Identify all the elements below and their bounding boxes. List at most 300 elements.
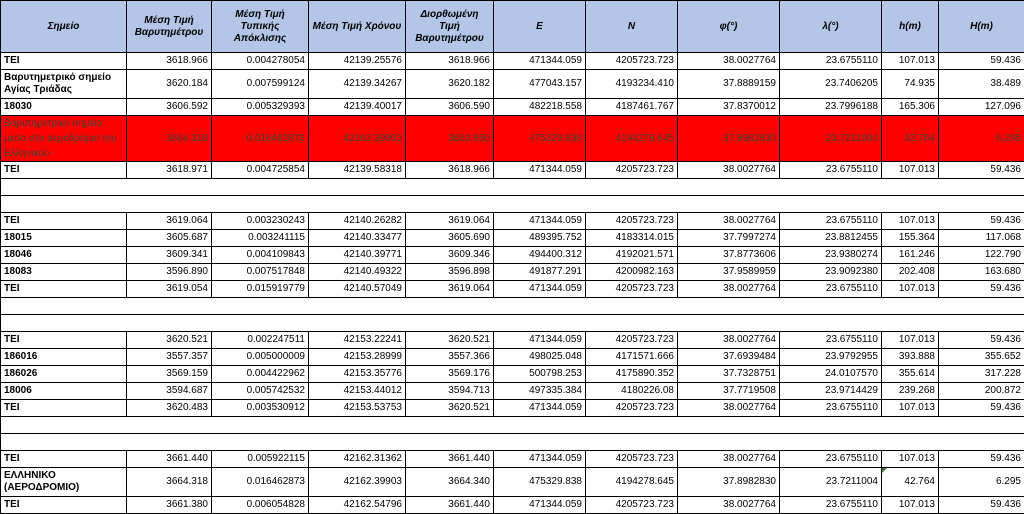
h-cell[interactable]: 393.888 <box>882 349 939 366</box>
corr-baro-cell[interactable]: 3620.521 <box>406 400 494 417</box>
empty-cell[interactable] <box>127 434 212 451</box>
mean-baro-cell[interactable]: 3557.357 <box>127 349 212 366</box>
empty-cell[interactable] <box>309 417 406 434</box>
mean-baro-cell[interactable]: 3594.687 <box>127 383 212 400</box>
mean-baro-cell[interactable]: 3620.521 <box>127 332 212 349</box>
spacer-row <box>1 434 1024 451</box>
mean-time-cell[interactable]: 42139.25576 <box>309 53 406 70</box>
lambda-cell[interactable]: 23.6755110 <box>780 400 882 417</box>
corr-baro-cell[interactable]: 3620.521 <box>406 332 494 349</box>
e-cell[interactable]: 491877.291 <box>494 264 586 281</box>
empty-cell[interactable] <box>780 298 882 315</box>
H-cell[interactable]: 59.436 <box>939 400 1024 417</box>
phi-cell[interactable]: 37.8982830 <box>678 468 780 497</box>
phi-cell[interactable]: 37.8889159 <box>678 70 780 99</box>
n-cell[interactable]: 4205723.723 <box>586 213 678 230</box>
mean-time-cell[interactable]: 42153.53753 <box>309 400 406 417</box>
mean-baro-cell[interactable]: 3569.159 <box>127 366 212 383</box>
corr-baro-cell[interactable]: 3606.590 <box>406 99 494 116</box>
point-cell[interactable]: Βαρυτημετρικό σημείο Αγίας Τριάδας <box>1 70 127 99</box>
mean-time-cell[interactable]: 42140.26282 <box>309 213 406 230</box>
mean-std-cell[interactable]: 0.004109843 <box>212 247 309 264</box>
n-cell[interactable]: 4192021.571 <box>586 247 678 264</box>
H-cell[interactable]: 117.068 <box>939 230 1024 247</box>
empty-cell[interactable] <box>127 196 212 213</box>
table-row <box>1 400 1024 417</box>
phi-cell[interactable]: 37.8773606 <box>678 247 780 264</box>
table-row <box>1 468 1024 497</box>
lambda-cell[interactable]: 23.7996188 <box>780 99 882 116</box>
header-point[interactable]: Σημείο <box>1 1 127 53</box>
header-mean-time[interactable]: Μέση Τιμή Χρόνου <box>309 1 406 53</box>
lambda-cell[interactable]: 23.7211004 <box>780 468 882 497</box>
empty-cell[interactable] <box>939 417 1024 434</box>
point-cell[interactable]: Βαρυτημετρικό σημείο μέσα στο αεροδρόμιο του Ελληνικού <box>1 116 127 162</box>
phi-cell[interactable]: 38.0027764 <box>678 162 780 179</box>
empty-cell[interactable] <box>678 179 780 196</box>
mean-baro-cell[interactable]: 3664.318 <box>127 468 212 497</box>
empty-cell[interactable] <box>212 179 309 196</box>
empty-cell[interactable] <box>586 417 678 434</box>
point-cell[interactable]: TEI <box>1 332 127 349</box>
H-cell[interactable]: 59.436 <box>939 332 1024 349</box>
H-cell[interactable]: 59.436 <box>939 213 1024 230</box>
n-cell[interactable]: 4205723.723 <box>586 451 678 468</box>
mean-baro-cell[interactable]: 3606.592 <box>127 99 212 116</box>
point-cell[interactable]: TEI <box>1 497 127 514</box>
mean-time-cell[interactable]: 42140.49322 <box>309 264 406 281</box>
table-row <box>1 366 1024 383</box>
header-e[interactable]: E <box>494 1 586 53</box>
H-cell[interactable]: 59.436 <box>939 451 1024 468</box>
empty-cell[interactable] <box>212 417 309 434</box>
mean-baro-cell[interactable]: 3618.966 <box>127 53 212 70</box>
h-cell[interactable]: 165.306 <box>882 99 939 116</box>
e-cell[interactable]: 500798.253 <box>494 366 586 383</box>
h-cell[interactable]: 239.268 <box>882 383 939 400</box>
mean-std-cell[interactable]: 0.004422962 <box>212 366 309 383</box>
mean-time-cell[interactable]: 42139.34267 <box>309 70 406 99</box>
mean-time-cell[interactable]: 42140.39771 <box>309 247 406 264</box>
phi-cell[interactable]: 38.0027764 <box>678 451 780 468</box>
mean-std-cell[interactable]: 0.016462873 <box>212 116 309 162</box>
e-cell[interactable]: 471344.059 <box>494 400 586 417</box>
phi-cell[interactable]: 38.0027764 <box>678 400 780 417</box>
H-cell[interactable]: 200.872 <box>939 383 1024 400</box>
h-cell[interactable]: 107.013 <box>882 162 939 179</box>
mean-std-cell[interactable]: 0.005000009 <box>212 349 309 366</box>
header-row <box>1 1 1024 53</box>
point-cell[interactable]: TEI <box>1 53 127 70</box>
lambda-cell[interactable]: 24.0107570 <box>780 366 882 383</box>
lambda-cell[interactable]: 23.9380274 <box>780 247 882 264</box>
table-row <box>1 451 1024 468</box>
H-cell[interactable]: 6.295 <box>939 116 1024 162</box>
header-mean-std[interactable]: Μέση Τιμή Τυπικής Απόκλισης <box>212 1 309 53</box>
empty-cell[interactable] <box>127 417 212 434</box>
corr-baro-cell[interactable]: 3663.950 <box>406 116 494 162</box>
mean-baro-cell[interactable]: 3661.380 <box>127 497 212 514</box>
table-row <box>1 332 1024 349</box>
e-cell[interactable]: 471344.059 <box>494 451 586 468</box>
e-cell[interactable]: 471344.059 <box>494 162 586 179</box>
header-phi[interactable]: φ(°) <box>678 1 780 53</box>
empty-cell[interactable] <box>127 315 212 332</box>
point-cell[interactable]: ΕΛΛΗΝΙΚΟ (ΑΕΡΟΔΡΟΜΙΟ) <box>1 468 127 497</box>
mean-baro-cell[interactable]: 3619.064 <box>127 213 212 230</box>
table-row <box>1 264 1024 281</box>
empty-cell[interactable] <box>309 196 406 213</box>
highlighted-row <box>1 116 1024 162</box>
h-cell[interactable]: 107.013 <box>882 400 939 417</box>
point-cell[interactable]: 186016 <box>1 349 127 366</box>
empty-cell[interactable] <box>406 417 494 434</box>
phi-cell[interactable]: 37.9589959 <box>678 264 780 281</box>
n-cell[interactable]: 4180226.08 <box>586 383 678 400</box>
empty-cell[interactable] <box>780 315 882 332</box>
empty-cell[interactable] <box>586 179 678 196</box>
empty-cell[interactable] <box>212 196 309 213</box>
corr-baro-cell[interactable]: 3569.176 <box>406 366 494 383</box>
corr-baro-cell[interactable]: 3618.966 <box>406 162 494 179</box>
empty-cell[interactable] <box>494 417 586 434</box>
empty-cell[interactable] <box>406 315 494 332</box>
h-cell[interactable]: 161.246 <box>882 247 939 264</box>
table-row <box>1 53 1024 70</box>
table-row <box>1 349 1024 366</box>
header-mean-baro[interactable]: Μέση Τιμή Βαρυτημέτρου <box>127 1 212 53</box>
H-cell[interactable]: 122.790 <box>939 247 1024 264</box>
mean-baro-cell[interactable]: 3664.318 <box>127 116 212 162</box>
e-cell[interactable]: 498025.048 <box>494 349 586 366</box>
table-row <box>1 213 1024 230</box>
empty-cell[interactable] <box>586 315 678 332</box>
corr-baro-cell[interactable]: 3605.690 <box>406 230 494 247</box>
n-cell[interactable]: 4205723.723 <box>586 400 678 417</box>
n-cell[interactable]: 4175890.352 <box>586 366 678 383</box>
mean-std-cell[interactable]: 0.006054828 <box>212 497 309 514</box>
empty-cell[interactable] <box>309 315 406 332</box>
n-cell[interactable]: 4205723.723 <box>586 162 678 179</box>
lambda-cell[interactable]: 23.8812455 <box>780 230 882 247</box>
mean-baro-cell[interactable]: 3620.483 <box>127 400 212 417</box>
lambda-cell[interactable]: 23.6755110 <box>780 332 882 349</box>
mean-std-cell[interactable]: 0.015919779 <box>212 281 309 298</box>
point-cell[interactable]: TEI <box>1 400 127 417</box>
point-cell[interactable]: 18006 <box>1 383 127 400</box>
empty-cell[interactable] <box>678 196 780 213</box>
empty-cell[interactable] <box>678 298 780 315</box>
empty-cell[interactable] <box>127 179 212 196</box>
n-cell[interactable]: 4205723.723 <box>586 281 678 298</box>
mean-baro-cell[interactable]: 3596.890 <box>127 264 212 281</box>
mean-time-cell[interactable]: 42153.44012 <box>309 383 406 400</box>
empty-cell[interactable] <box>882 417 939 434</box>
h-cell[interactable]: 107.013 <box>882 53 939 70</box>
H-cell[interactable]: 127.096 <box>939 99 1024 116</box>
h-cell[interactable]: 155.364 <box>882 230 939 247</box>
corr-baro-cell[interactable]: 3596.898 <box>406 264 494 281</box>
lambda-cell[interactable]: 23.6755110 <box>780 213 882 230</box>
table-row <box>1 247 1024 264</box>
mean-baro-cell[interactable]: 3618.971 <box>127 162 212 179</box>
e-cell[interactable]: 497335.384 <box>494 383 586 400</box>
phi-cell[interactable]: 37.6939484 <box>678 349 780 366</box>
empty-cell[interactable] <box>780 196 882 213</box>
point-cell[interactable]: 18083 <box>1 264 127 281</box>
table-row <box>1 497 1024 514</box>
mean-std-cell[interactable]: 0.007517848 <box>212 264 309 281</box>
phi-cell[interactable]: 37.7997274 <box>678 230 780 247</box>
empty-cell[interactable] <box>939 434 1024 451</box>
point-cell[interactable]: 18046 <box>1 247 127 264</box>
empty-cell[interactable] <box>678 315 780 332</box>
corr-baro-cell[interactable]: 3619.064 <box>406 213 494 230</box>
empty-cell[interactable] <box>212 298 309 315</box>
e-cell[interactable]: 482218.558 <box>494 99 586 116</box>
table-row <box>1 383 1024 400</box>
e-cell[interactable]: 471344.059 <box>494 281 586 298</box>
mean-std-cell[interactable]: 0.005922115 <box>212 451 309 468</box>
corr-baro-cell[interactable]: 3594.713 <box>406 383 494 400</box>
phi-cell[interactable]: 37.7328751 <box>678 366 780 383</box>
h-cell[interactable]: 355.614 <box>882 366 939 383</box>
n-cell[interactable]: 4194278.645 <box>586 116 678 162</box>
h-cell[interactable]: 107.013 <box>882 451 939 468</box>
empty-cell[interactable] <box>406 298 494 315</box>
phi-cell[interactable]: 38.0027764 <box>678 53 780 70</box>
h-cell[interactable]: 202.408 <box>882 264 939 281</box>
corr-baro-cell[interactable]: 3620.182 <box>406 70 494 99</box>
mean-time-cell[interactable]: 42153.28999 <box>309 349 406 366</box>
empty-cell[interactable] <box>494 315 586 332</box>
h-cell[interactable]: 107.013 <box>882 281 939 298</box>
e-cell[interactable]: 475329.838 <box>494 116 586 162</box>
header-n[interactable]: N <box>586 1 678 53</box>
empty-cell[interactable] <box>882 434 939 451</box>
mean-time-cell[interactable]: 42153.22241 <box>309 332 406 349</box>
mean-std-cell[interactable]: 0.002247511 <box>212 332 309 349</box>
mean-baro-cell[interactable]: 3605.687 <box>127 230 212 247</box>
H-cell[interactable]: 59.436 <box>939 53 1024 70</box>
empty-cell[interactable] <box>882 179 939 196</box>
empty-cell[interactable] <box>494 196 586 213</box>
e-cell[interactable]: 471344.059 <box>494 53 586 70</box>
H-cell[interactable]: 59.436 <box>939 497 1024 514</box>
lambda-cell[interactable]: 23.7406205 <box>780 70 882 99</box>
table-row <box>1 162 1024 179</box>
phi-cell[interactable]: 37.7719508 <box>678 383 780 400</box>
H-cell[interactable]: 163.680 <box>939 264 1024 281</box>
table-row <box>1 230 1024 247</box>
empty-cell[interactable] <box>127 298 212 315</box>
mean-baro-cell[interactable]: 3661.440 <box>127 451 212 468</box>
mean-std-cell[interactable]: 0.004278054 <box>212 53 309 70</box>
lambda-cell[interactable]: 23.6755110 <box>780 53 882 70</box>
e-cell[interactable]: 494400.312 <box>494 247 586 264</box>
empty-cell[interactable] <box>309 298 406 315</box>
empty-cell[interactable] <box>780 417 882 434</box>
spacer-row <box>1 315 1024 332</box>
phi-cell[interactable]: 37.8982830 <box>678 116 780 162</box>
mean-std-cell[interactable]: 0.007599124 <box>212 70 309 99</box>
empty-cell[interactable] <box>780 434 882 451</box>
h-cell[interactable]: 74.935 <box>882 70 939 99</box>
n-cell[interactable]: 4187461.767 <box>586 99 678 116</box>
empty-cell[interactable] <box>212 315 309 332</box>
point-cell[interactable]: TEI <box>1 162 127 179</box>
empty-cell[interactable] <box>1 417 127 434</box>
empty-cell[interactable] <box>780 179 882 196</box>
header-corr-baro[interactable]: Διορθωμένη Τιμή Βαρυτημέτρου <box>406 1 494 53</box>
mean-baro-cell[interactable]: 3619.054 <box>127 281 212 298</box>
corr-baro-cell[interactable]: 3661.440 <box>406 451 494 468</box>
phi-cell[interactable]: 38.0027764 <box>678 281 780 298</box>
mean-time-cell[interactable]: 42140.57049 <box>309 281 406 298</box>
e-cell[interactable]: 471344.059 <box>494 497 586 514</box>
header-H[interactable]: H(m) <box>939 1 1024 53</box>
empty-cell[interactable] <box>309 434 406 451</box>
phi-cell[interactable]: 38.0027764 <box>678 497 780 514</box>
table-row <box>1 281 1024 298</box>
n-cell[interactable]: 4205723.723 <box>586 332 678 349</box>
n-cell[interactable]: 4205723.723 <box>586 53 678 70</box>
H-cell[interactable]: 59.436 <box>939 281 1024 298</box>
lambda-cell[interactable]: 23.9792955 <box>780 349 882 366</box>
mean-time-cell[interactable]: 42139.40017 <box>309 99 406 116</box>
e-cell[interactable]: 477043.157 <box>494 70 586 99</box>
empty-cell[interactable] <box>939 298 1024 315</box>
empty-cell[interactable] <box>882 315 939 332</box>
table-body <box>1 53 1024 514</box>
H-cell[interactable]: 59.436 <box>939 162 1024 179</box>
H-cell[interactable]: 355.652 <box>939 349 1024 366</box>
e-cell[interactable]: 489395.752 <box>494 230 586 247</box>
n-cell[interactable]: 4171571.666 <box>586 349 678 366</box>
h-cell[interactable]: 107.013 <box>882 213 939 230</box>
empty-cell[interactable] <box>939 179 1024 196</box>
empty-cell[interactable] <box>882 196 939 213</box>
empty-cell[interactable] <box>586 298 678 315</box>
mean-time-cell[interactable]: 42139.58318 <box>309 162 406 179</box>
e-cell[interactable]: 475329.838 <box>494 468 586 497</box>
mean-std-cell[interactable]: 0.003241115 <box>212 230 309 247</box>
h-cell[interactable]: 42.764 <box>882 116 939 162</box>
lambda-cell[interactable]: 23.7211004 <box>780 116 882 162</box>
mean-baro-cell[interactable]: 3609.341 <box>127 247 212 264</box>
empty-cell[interactable] <box>212 434 309 451</box>
h-cell[interactable]: 42.764 <box>882 468 939 497</box>
mean-time-cell[interactable]: 42153.35776 <box>309 366 406 383</box>
corr-baro-cell[interactable]: 3664.340 <box>406 468 494 497</box>
corr-baro-cell[interactable]: 3619.064 <box>406 281 494 298</box>
spacer-row <box>1 179 1024 196</box>
corr-baro-cell[interactable]: 3661.440 <box>406 497 494 514</box>
point-cell[interactable]: TEI <box>1 451 127 468</box>
n-cell[interactable]: 4205723.723 <box>586 497 678 514</box>
H-cell[interactable]: 317.228 <box>939 366 1024 383</box>
point-cell[interactable]: TEI <box>1 281 127 298</box>
h-cell[interactable]: 107.013 <box>882 497 939 514</box>
e-cell[interactable]: 471344.059 <box>494 213 586 230</box>
empty-cell[interactable] <box>1 315 127 332</box>
mean-time-cell[interactable]: 42162.54796 <box>309 497 406 514</box>
point-cell[interactable]: TEI <box>1 213 127 230</box>
empty-cell[interactable] <box>1 298 127 315</box>
empty-cell[interactable] <box>406 179 494 196</box>
empty-cell[interactable] <box>309 179 406 196</box>
point-cell[interactable]: 186026 <box>1 366 127 383</box>
phi-cell[interactable]: 38.0027764 <box>678 213 780 230</box>
empty-cell[interactable] <box>586 196 678 213</box>
table-row <box>1 70 1024 99</box>
mean-std-cell[interactable]: 0.016462873 <box>212 468 309 497</box>
empty-cell[interactable] <box>586 434 678 451</box>
spacer-row <box>1 196 1024 213</box>
n-cell[interactable]: 4193234.410 <box>586 70 678 99</box>
mean-time-cell[interactable]: 42162.39903 <box>309 116 406 162</box>
corr-baro-cell[interactable]: 3609.346 <box>406 247 494 264</box>
empty-cell[interactable] <box>1 179 127 196</box>
empty-cell[interactable] <box>494 434 586 451</box>
lambda-cell[interactable]: 23.6755110 <box>780 497 882 514</box>
mean-std-cell[interactable]: 0.004725854 <box>212 162 309 179</box>
corr-baro-cell[interactable]: 3557.366 <box>406 349 494 366</box>
header-h[interactable]: h(m) <box>882 1 939 53</box>
empty-cell[interactable] <box>406 434 494 451</box>
H-cell[interactable]: 6.295 <box>939 468 1024 497</box>
n-cell[interactable]: 4183314.015 <box>586 230 678 247</box>
empty-cell[interactable] <box>882 298 939 315</box>
n-cell[interactable]: 4200982.163 <box>586 264 678 281</box>
empty-cell[interactable] <box>406 196 494 213</box>
empty-cell[interactable] <box>939 315 1024 332</box>
mean-std-cell[interactable]: 0.005329393 <box>212 99 309 116</box>
mean-time-cell[interactable]: 42140.33477 <box>309 230 406 247</box>
empty-cell[interactable] <box>494 179 586 196</box>
empty-cell[interactable] <box>1 434 127 451</box>
empty-cell[interactable] <box>678 417 780 434</box>
lambda-cell[interactable]: 23.6755110 <box>780 451 882 468</box>
spacer-row <box>1 417 1024 434</box>
empty-cell[interactable] <box>1 196 127 213</box>
mean-std-cell[interactable]: 0.005742532 <box>212 383 309 400</box>
mean-time-cell[interactable]: 42162.39903 <box>309 468 406 497</box>
point-cell[interactable]: 18015 <box>1 230 127 247</box>
H-cell[interactable]: 38.489 <box>939 70 1024 99</box>
mean-std-cell[interactable]: 0.003530912 <box>212 400 309 417</box>
mean-std-cell[interactable]: 0.003230243 <box>212 213 309 230</box>
mean-baro-cell[interactable]: 3620.184 <box>127 70 212 99</box>
n-cell[interactable]: 4194278.645 <box>586 468 678 497</box>
empty-cell[interactable] <box>494 298 586 315</box>
mean-time-cell[interactable]: 42162.31362 <box>309 451 406 468</box>
lambda-cell[interactable]: 23.9092380 <box>780 264 882 281</box>
lambda-cell[interactable]: 23.6755110 <box>780 162 882 179</box>
header-lambda[interactable]: λ(°) <box>780 1 882 53</box>
empty-cell[interactable] <box>939 196 1024 213</box>
empty-cell[interactable] <box>678 434 780 451</box>
e-cell[interactable]: 471344.059 <box>494 332 586 349</box>
phi-cell[interactable]: 37.8370012 <box>678 99 780 116</box>
h-cell[interactable]: 107.013 <box>882 332 939 349</box>
lambda-cell[interactable]: 23.9714429 <box>780 383 882 400</box>
spacer-row <box>1 298 1024 315</box>
lambda-cell[interactable]: 23.6755110 <box>780 281 882 298</box>
corr-baro-cell[interactable]: 3618.966 <box>406 53 494 70</box>
phi-cell[interactable]: 38.0027764 <box>678 332 780 349</box>
point-cell[interactable]: 18030 <box>1 99 127 116</box>
